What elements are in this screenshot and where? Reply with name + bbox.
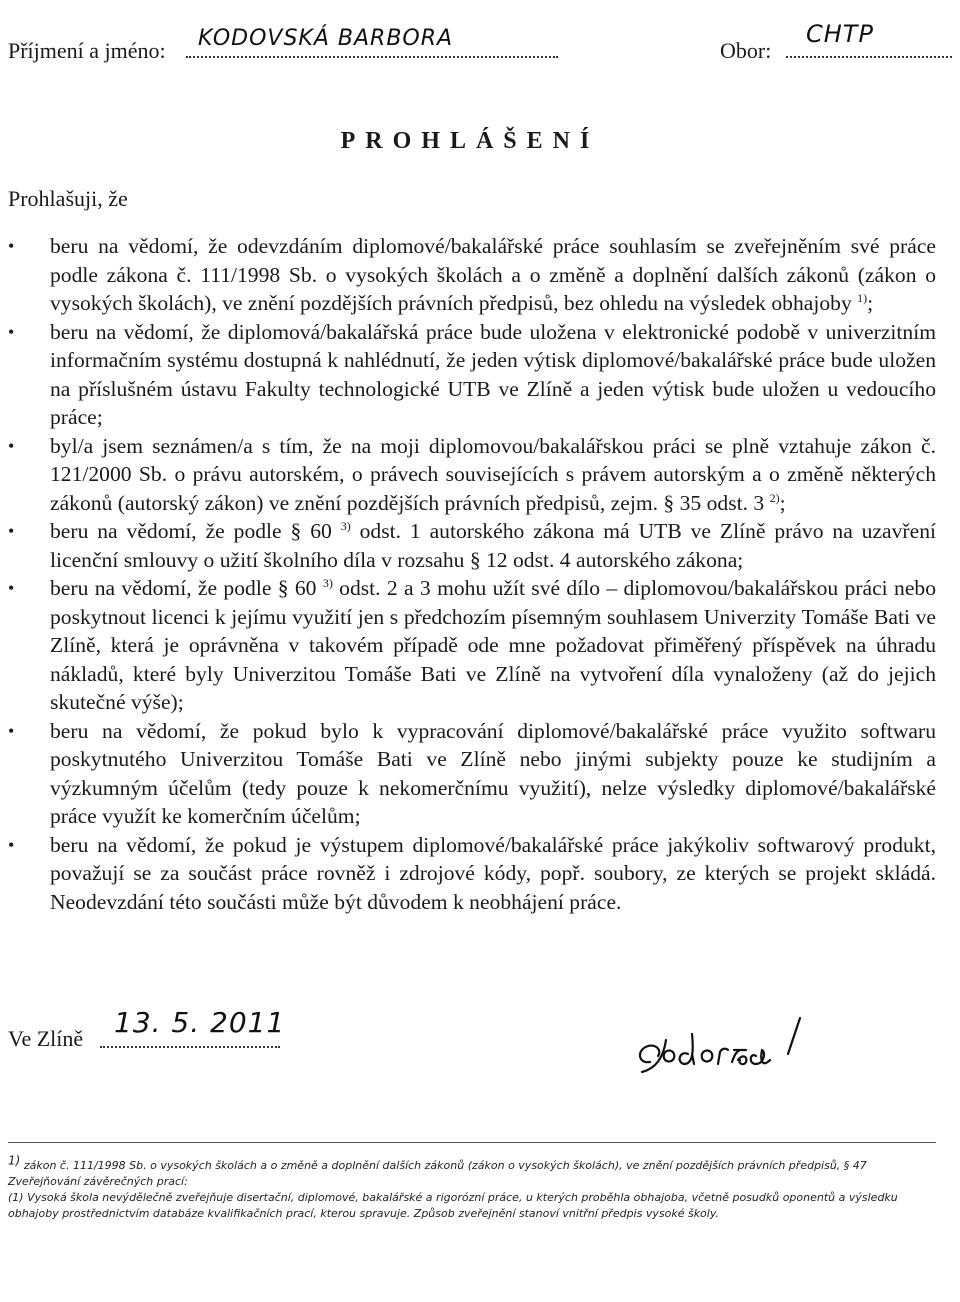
date-dotted-line xyxy=(100,1046,280,1048)
declaration-item: • beru na vědomí, že diplomová/bakalářská práce bude uložena v elektronické podobě v univerzitním informačním systému dostupná k nahlédnutí, že jeden výtisk diplomové/bakalářské práce bude uložen na příslušném ústavu Fakulty technologické UTB ve Zlíně a jeden výtisk bude uložen u vedoucího práce; xyxy=(8,318,936,432)
name-label: Příjmení a jméno: xyxy=(8,38,166,63)
page-title: PROHLÁŠENÍ xyxy=(340,128,600,154)
footnotes xyxy=(8,1153,936,1222)
declaration-item: • beru na vědomí, že podle § 60 $^{3)}$ odst. 1 autorského zákona má UTB ve Zlíně právo na uzavření licenční smlouvy o užití školního díla v rozsahu § 12 odst. 4 autorského zákona; xyxy=(8,517,936,574)
intro-text: Prohlašuji, že xyxy=(8,186,128,211)
field-label: Obor: xyxy=(720,38,772,63)
declaration-item: • beru na vědomí, že pokud bylo k vypracování diplomové/bakalářské práce využito softwaru poskytnutého Univerzitou Tomáše Bati ve Zlíně nebo jinými subjekty pouze ke studijním a výzkumným účelům (tedy pouze k nekomerčnímu využití), nelze výsledky diplomové/bakalářské práce využít ke komerčním účelům; xyxy=(8,717,936,831)
field-value: CHTP xyxy=(806,20,874,48)
footnote-1-detail: (1) Vysoká škola nevýdělečně zveřejňuje disertační, diplomové, bakalářské a rigorózní práce, u kterých proběhla obhajoba, včetně posudků oponentů a výsledku obhajoby prostřednictvím databáze kvalifikačních prací, kterou spravuje. Způsob zveřejnění stanoví vnitřní předpis vysoké školy. xyxy=(8,1191,898,1220)
footnote-separator xyxy=(8,1142,936,1143)
declaration-item: • byl/a jsem seznámen/a s tím, že na moji diplomovou/bakalářskou práci se plně vztahuje zákon č. 121/2000 Sb. o právu autorském, o právech souvisejících s právem autorským a o změně některých zákonů (autorský zákon) ve znění pozdějších právních předpisů, zejm. § 35 odst. 3 $^{2)}$; xyxy=(8,432,936,518)
declaration-list xyxy=(8,232,936,916)
place-label: Ve Zlíně xyxy=(8,1026,84,1051)
name-value: KODOVSKÁ BARBORA xyxy=(198,26,454,51)
footnote-1: $^{1)}$ zákon č. 111/1998 Sb. o vysokých školách a o změně a doplnění dalších zákonů (zákon o vysokých školách), ve znění pozdějších právních předpisů, § 47 Zveřejňování závěrečných prací: xyxy=(8,1153,867,1188)
date-value: 13. 5. 2011 xyxy=(114,1006,286,1039)
declaration-item: • beru na vědomí, že podle § 60 $^{3)}$ odst. 2 a 3 mohu užít své dílo – diplomovou/bakalářskou práci nebo poskytnout licenci k jejímu využití jen s předchozím písemným souhlasem Univerzity Tomáše Bati ve Zlíně, která je oprávněna v takovém případě ode mne požadovat přiměřený příspěvek na úhradu nákladů, které byly Univerzitou Tomáše Bati ve Zlíně na vytvoření díla vynaloženy (až do jejich skutečné výše); xyxy=(8,574,936,717)
declaration-item: • beru na vědomí, že pokud je výstupem diplomové/bakalářské práce jakýkoliv softwarový produkt, považují se za součást práce rovněž i zdrojové kódy, popř. soubory, ze kterých se projekt skládá. Neodevzdání této součásti může být důvodem k neobhájení práce. xyxy=(8,831,936,917)
field-dotted-line xyxy=(786,56,952,58)
name-dotted-line xyxy=(186,56,558,58)
signature xyxy=(628,1010,838,1080)
declaration-item: • beru na vědomí, že odevzdáním diplomové/bakalářské práce souhlasím se zveřejněním své práce podle zákona č. 111/1998 Sb. o vysokých školách a o změně a doplnění dalších zákonů (zákon o vysokých školách), ve znění pozdějších právních předpisů, bez ohledu na výsledek obhajoby $^{1)}$; xyxy=(8,232,936,318)
